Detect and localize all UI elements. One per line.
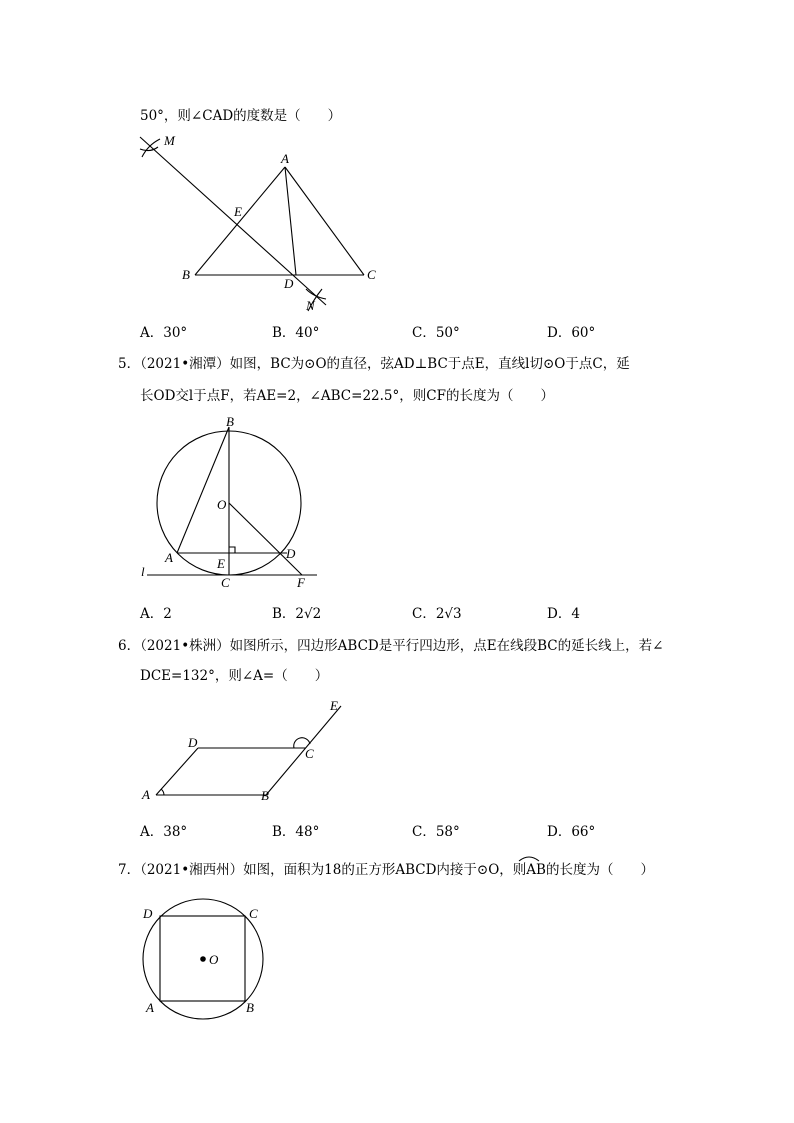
q6-option-a[interactable]: A．38°	[140, 824, 188, 840]
arc-overline-mark	[517, 854, 541, 862]
segment-AC	[285, 167, 364, 275]
label-A: A	[142, 787, 150, 802]
q5-text-line1: 5．（2021•湘潭）如图，BC为⊙O的直径，弦AD⊥BC于点E，直线l切⊙O于点C，延	[118, 356, 630, 372]
label-B: B	[246, 1000, 254, 1015]
side-BC-extended	[266, 706, 341, 795]
label-O: O	[217, 497, 227, 512]
q6-text-line1: 6．（2021•株洲）如图所示，四边形ABCD是平行四边形，点E在线段BC的延长线上，若∠	[118, 638, 664, 654]
q5-figure	[135, 410, 335, 595]
q4-figure	[130, 125, 400, 315]
q5-option-d[interactable]: D．4	[547, 606, 580, 622]
q6-options	[140, 820, 660, 838]
label-B: B	[226, 414, 234, 429]
label-D: D	[286, 546, 296, 561]
label-C: C	[221, 575, 230, 590]
q5-option-b[interactable]: B．2√2	[272, 606, 322, 622]
q5-option-c[interactable]: C．2√3	[412, 606, 462, 622]
q6-option-b[interactable]: B．48°	[272, 824, 320, 840]
label-N: N	[306, 298, 315, 313]
segment-AD	[285, 167, 296, 275]
q4-options	[140, 321, 660, 339]
label-A: A	[281, 151, 289, 166]
label-E: E	[217, 556, 225, 571]
label-A: A	[165, 550, 173, 565]
side-AD	[156, 748, 198, 795]
q5-text-line2: 长OD交l于点F，若AE=2，∠ABC=22.5°，则CF的长度为（ ）	[140, 388, 554, 404]
right-angle-mark	[229, 547, 235, 553]
label-O: O	[209, 952, 219, 967]
q5-option-a[interactable]: A．2	[140, 606, 172, 622]
label-D: D	[143, 906, 153, 921]
q6-figure	[138, 698, 353, 808]
label-D: D	[284, 276, 294, 291]
label-E: E	[234, 204, 242, 219]
q4-option-c[interactable]: C．50°	[412, 325, 460, 341]
q6-option-d[interactable]: D．66°	[547, 824, 596, 840]
perpendicular-bisector-line	[140, 137, 326, 305]
label-A: A	[146, 1000, 154, 1015]
q4-option-b[interactable]: B．40°	[272, 325, 320, 341]
segment-AB	[195, 167, 285, 275]
center-point-O	[200, 956, 206, 962]
q6-text-line2: DCE=132°，则∠A=（ ）	[140, 668, 329, 684]
label-B: B	[182, 267, 190, 282]
label-C: C	[305, 746, 314, 761]
q6-option-c[interactable]: C．58°	[412, 824, 460, 840]
q5-options	[140, 602, 660, 620]
q4-option-d[interactable]: D．60°	[547, 325, 596, 341]
q7-figure	[135, 895, 275, 1020]
label-D: D	[188, 735, 198, 750]
label-F: F	[297, 575, 305, 590]
angle-mark-A	[161, 789, 164, 795]
q4-option-a[interactable]: A．30°	[140, 325, 188, 341]
label-C: C	[367, 267, 376, 282]
q4-text: 50°，则∠CAD的度数是（ ）	[140, 108, 342, 124]
label-M: M	[164, 133, 175, 148]
label-l: l	[141, 564, 145, 579]
q7-text-line1: 7．（2021•湘西州）如图，面积为18的正方形ABCD内接于⊙O，则AB的长度为（ ）	[118, 862, 654, 878]
label-B: B	[261, 788, 269, 803]
label-E: E	[330, 698, 338, 713]
label-C: C	[249, 906, 258, 921]
